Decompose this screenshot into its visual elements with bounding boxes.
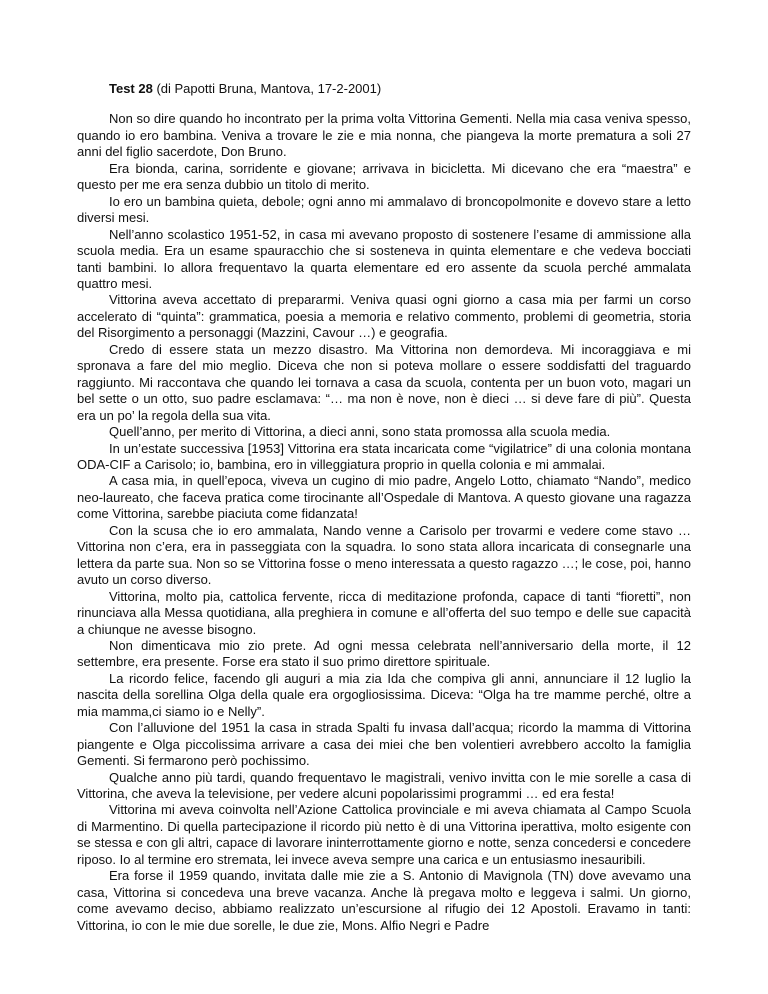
paragraph-17: Era forse il 1959 quando, invitata dalle mie zie a S. Antonio di Mavignola (TN) dove avevamo una casa, Vittorina si concedeva una breve vacanza. Anche là pregava molto e leggeva i salmi. Un giorno, come avevamo deciso, abbiamo realizzato un’escursione al rifugio dei 12 Apostoli. Eravamo in tanti: Vittorina, io con le mie due sorelle, le due zie, Mons. Alfio Negri e Padre [77,868,691,933]
document-page [77,81,691,934]
paragraph-1: Non so dire quando ho incontrato per la prima volta Vittorina Gementi. Nella mia casa veniva spesso, quando io ero bambina. Veniva a trovare le zie e mia nonna, che piangeva la morte prematura a soli 27 anni del figlio sacerdote, Don Bruno. [77,111,691,160]
paragraph-15: Qualche anno più tardi, quando frequentavo le magistrali, venivo invitta con le mie sorelle a casa di Vittorina, che aveva la televisione, per vedere alcuni popolarissimi programmi … ed era festa! [77,769,691,802]
paragraph-10: Con la scusa che io ero ammalata, Nando venne a Carisolo per trovarmi e vedere come stavo … Vittorina non c’era, era in passeggiata con la squadra. Io sono stata allora incaricata di consegnarle una lettera da parte sua. Non so se Vittorina fosse o meno interessata a questo ragazzo …; le cose, poi, hanno avuto un corso diverso. [77,522,692,588]
document-subtitle: (di Papotti Bruna, Mantova, 17-2-2001) [152,81,382,96]
paragraph-12: Non dimenticava mio zio prete. Ad ogni messa celebrata nell’anniversario della morte, il 12 settembre, era presente. Forse era stato il suo primo direttore spirituale. [77,637,691,670]
paragraph-4: Nell’anno scolastico 1951-52, in casa mi avevano proposto di sostenere l’esame di ammissione alla scuola media. Era un esame spauracchio che si sosteneva in quinta elementare e che vedeva bocciati tanti bambini. Io allora frequentavo la quarta elementare ed ero assente da scuola perché ammalata quattro mesi. [77,226,691,291]
paragraph-6: Credo di essere stata un mezzo disastro. Ma Vittorina non demordeva. Mi incoraggiava e mi spronava a fare del mio meglio. Diceva che non si poteva mollare o essere soddisfatti del traguardo raggiunto. Mi raccontava che quando lei tornava a casa da scuola, contenta per un buon voto, magari un bel sette o un otto, suo padre esclamava: “… ma non è nove, non è dieci … si deve fare di più”. Questa era un po’ la regola della sua vita. [77,341,691,423]
paragraph-2: Era bionda, carina, sorridente e giovane; arrivava in bicicletta. Mi dicevano che era “maestra” e questo per me era senza dubbio un titolo di merito. [77,160,691,193]
document-title: Test 28 [109,81,153,96]
paragraph-8: In un’estate successiva [1953] Vittorina era stata incaricata come “vigilatrice” di una colonia montana ODA-CIF a Carisolo; io, bambina, ero in villeggiatura proprio in quella colonia e mi ammalai. [77,440,691,472]
paragraph-3: Io ero un bambina quieta, debole; ogni anno mi ammalavo di broncopolmonite e dovevo stare a letto diversi mesi. [77,193,691,226]
document-heading [77,81,691,97]
paragraph-5: Vittorina aveva accettato di prepararmi. Veniva quasi ogni giorno a casa mia per farmi un corso accelerato di “quinta”: grammatica, poesia a memoria e relativo commento, problemi di geometria, storia del Risorgimento a personaggi (Mazzini, Cavour …) e geografia. [77,292,691,341]
paragraph-7: Quell’anno, per merito di Vittorina, a dieci anni, sono stata promossa alla scuola media. [109,424,611,440]
paragraph-9: A casa mia, in quell’epoca, viveva un cugino di mio padre, Angelo Lotto, chiamato “Nando”, medico neo-laureato, che faceva pratica come tirocinante all’Ospedale di Mantova. A questo giovane una ragazza come Vittorina, sarebbe piaciuta come fidanzata! [77,473,691,522]
paragraph-14: Con l’alluvione del 1951 la casa in strada Spalti fu invasa dall’acqua; ricordo la mamma di Vittorina piangente e Olga piccolissima arrivare a casa dei miei che ben volentieri avrebbero accolto la famiglia Gementi. Si fermarono però pochissimo. [77,720,691,769]
paragraph-16: Vittorina mi aveva coinvolta nell’Azione Cattolica provinciale e mi aveva chiamata al Campo Scuola di Marmentino. Di quella partecipazione il ricordo più netto è di una Vittorina iperattiva, molto esigente con se stessa e con gli altri, capace di lavorare ininterrottamente giorno e notte, senza concedersi e concedere riposo. Io al termine ero stremata, lei invece aveva sempre una carica e un entusiasmo inesauribili. [77,802,691,867]
document-body [77,111,691,934]
paragraph-11: Vittorina, molto pia, cattolica fervente, ricca di meditazione profonda, capace di tanti “fioretti”, non rinunciava alla Messa quotidiana, alla preghiera in comune e all’offerta del suo tempo e delle sue capacità a chiunque ne avesse bisogno. [77,588,691,637]
paragraph-13: La ricordo felice, facendo gli auguri a mia zia Ida che compiva gli anni, annunciare il 12 luglio la nascita della sorellina Olga della quale era orgogliosissima. Diceva: “Olga ha tre mamme perché, oltre a mia mamma,ci siamo io e Nelly”. [77,670,691,719]
